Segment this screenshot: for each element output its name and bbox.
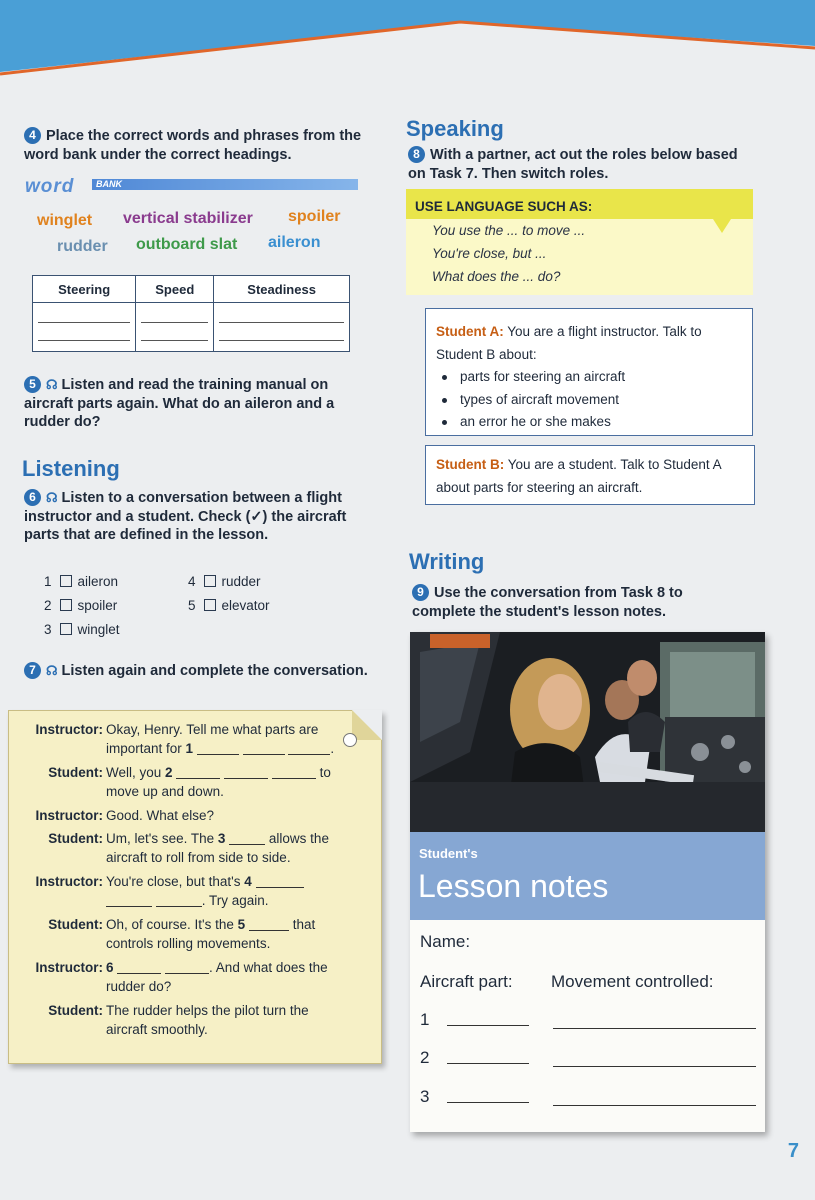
speaking-heading: Speaking bbox=[406, 116, 504, 141]
line-text: move up and down. bbox=[106, 784, 224, 799]
blank[interactable] bbox=[243, 742, 285, 755]
lesson-notes-title-band bbox=[410, 832, 765, 920]
headphones-icon: ☊ bbox=[46, 663, 58, 678]
checkbox[interactable] bbox=[60, 599, 72, 611]
card-big-title: Lesson notes bbox=[418, 868, 609, 904]
phrase: You use the ... to move ... bbox=[432, 223, 586, 238]
aircraft-part-label: Aircraft part: bbox=[420, 972, 513, 991]
word-vertical-stabilizer: vertical stabilizer bbox=[123, 210, 253, 227]
word-winglet: winglet bbox=[37, 212, 93, 229]
use-language-box bbox=[406, 189, 753, 295]
student-b-card bbox=[425, 445, 755, 505]
task-5-text: Listen and read the training manual on aircraft parts again. What do an aileron and a rudder do? bbox=[24, 377, 335, 430]
answer-line[interactable] bbox=[447, 1102, 529, 1103]
checkbox[interactable] bbox=[60, 575, 72, 587]
speaker-label: Student: bbox=[48, 917, 103, 932]
answer-line[interactable] bbox=[553, 1028, 756, 1029]
word-rudder: rudder bbox=[57, 238, 108, 255]
task-7-instructions bbox=[24, 662, 369, 681]
use-language-title: USE LANGUAGE SUCH AS: bbox=[406, 189, 753, 219]
bullet-item: parts for steering an aircraft bbox=[436, 366, 742, 389]
item-label: spoiler bbox=[77, 598, 118, 613]
line-text: aircraft to roll from side to side. bbox=[106, 850, 291, 865]
gap-number: 5 bbox=[237, 917, 246, 932]
phrase: You're close, but ... bbox=[432, 246, 547, 261]
word-aileron: aileron bbox=[268, 234, 321, 251]
answer-cell[interactable] bbox=[136, 303, 214, 352]
speaker-label: Student: bbox=[48, 1003, 103, 1018]
blank[interactable] bbox=[106, 894, 152, 907]
checkbox[interactable] bbox=[60, 623, 72, 635]
page-number: 7 bbox=[787, 1140, 799, 1162]
blank[interactable] bbox=[249, 918, 289, 931]
blank[interactable] bbox=[288, 742, 330, 755]
task-6-text: Listen to a conversation between a flight instructor and a student. Check (✓) the aircraft parts that are defined in the lesson. bbox=[24, 490, 347, 543]
speaker-label: Instructor: bbox=[35, 874, 103, 889]
bullet-item: an error he or she makes bbox=[436, 411, 742, 434]
student-b-text: You are a student. Talk to Student A about parts for steering an aircraft. bbox=[436, 457, 721, 495]
answer-cell[interactable] bbox=[214, 303, 350, 352]
task-9-text: Use the conversation from Task 8 to complete the student's lesson notes. bbox=[412, 585, 683, 620]
task-7-text: Listen again and complete the conversation. bbox=[61, 663, 368, 679]
phrase: What does the ... do? bbox=[432, 269, 561, 284]
blank[interactable] bbox=[224, 766, 268, 779]
task-number: 9 bbox=[412, 584, 429, 601]
answer-line[interactable] bbox=[553, 1105, 756, 1106]
blank[interactable] bbox=[197, 742, 239, 755]
speech-tail bbox=[713, 219, 731, 233]
lesson-notes-card bbox=[410, 632, 765, 1132]
blank[interactable] bbox=[156, 894, 202, 907]
word-bank-bar bbox=[92, 179, 358, 190]
blank[interactable] bbox=[272, 766, 316, 779]
answer-cell[interactable] bbox=[33, 303, 136, 352]
answer-line[interactable] bbox=[447, 1063, 529, 1064]
speaker-label: Instructor: bbox=[35, 960, 103, 975]
task-number: 8 bbox=[408, 146, 425, 163]
line-text: Well, you bbox=[106, 765, 166, 780]
blank[interactable] bbox=[229, 832, 265, 845]
item-number: 5 bbox=[188, 598, 196, 613]
item-label: rudder bbox=[221, 574, 261, 589]
item-number: 3 bbox=[44, 622, 52, 637]
check-item[interactable] bbox=[44, 622, 120, 637]
writing-heading: Writing bbox=[409, 549, 485, 574]
blank[interactable] bbox=[117, 961, 161, 974]
movement-controlled-label: Movement controlled: bbox=[551, 972, 714, 991]
item-number: 1 bbox=[44, 574, 52, 589]
task-8-text: With a partner, act out the roles below based on Task 7. Then switch roles. bbox=[408, 147, 738, 182]
student-a-card bbox=[425, 308, 753, 436]
student-b-label: Student B: bbox=[436, 457, 505, 472]
row-number: 1 bbox=[420, 1010, 430, 1029]
header-speed: Speed bbox=[136, 276, 214, 303]
header-steering: Steering bbox=[33, 276, 136, 303]
word-outboard-slat: outboard slat bbox=[136, 236, 238, 253]
student-a-label: Student A: bbox=[436, 324, 504, 339]
line-text: rudder do? bbox=[106, 979, 172, 994]
word-spoiler: spoiler bbox=[288, 208, 341, 225]
task-9-instructions bbox=[412, 584, 742, 621]
check-item[interactable] bbox=[188, 598, 270, 613]
gap-number: 6 bbox=[106, 960, 114, 975]
item-label: winglet bbox=[77, 622, 120, 637]
gap-number: 3 bbox=[217, 831, 226, 846]
check-item[interactable] bbox=[44, 598, 117, 613]
simulator-photo bbox=[410, 632, 765, 832]
line-text: aircraft smoothly. bbox=[106, 1022, 208, 1037]
line-text: You're close, but that's bbox=[106, 874, 245, 889]
bullet-item: types of aircraft movement bbox=[436, 389, 742, 412]
card-small-title: Student's bbox=[419, 846, 478, 861]
item-label: aileron bbox=[77, 574, 119, 589]
line-text: that bbox=[292, 917, 316, 932]
headphones-icon: ☊ bbox=[46, 377, 58, 392]
line-text: Good. What else? bbox=[106, 808, 215, 823]
check-item[interactable] bbox=[188, 574, 261, 589]
task-number: 7 bbox=[24, 662, 41, 679]
line-text: Okay, Henry. Tell me what parts are bbox=[106, 722, 319, 737]
check-item[interactable] bbox=[44, 574, 118, 589]
blank[interactable] bbox=[165, 961, 209, 974]
task-number: 6 bbox=[24, 489, 41, 506]
blank[interactable] bbox=[256, 875, 304, 888]
item-label: elevator bbox=[221, 598, 270, 613]
item-number: 2 bbox=[44, 598, 52, 613]
row-number: 2 bbox=[420, 1048, 430, 1067]
task-6-instructions bbox=[24, 489, 369, 545]
line-text: allows the bbox=[268, 831, 329, 846]
speaker-label: Student: bbox=[48, 765, 103, 780]
student-a-text: You are a flight instructor. Talk to Student B about: bbox=[436, 324, 702, 362]
line-text: controls rolling movements. bbox=[106, 936, 271, 951]
checkbox[interactable] bbox=[204, 599, 216, 611]
top-banner bbox=[0, 0, 815, 80]
line-text: to bbox=[319, 765, 331, 780]
word-bank-tag: BANK bbox=[96, 179, 122, 189]
line-text: . Try again. bbox=[201, 893, 269, 908]
task-5-instructions bbox=[24, 376, 364, 432]
line-text: important for bbox=[106, 741, 186, 756]
speaker-label: Instructor: bbox=[35, 808, 103, 823]
task-4-text: Place the correct words and phrases from the word bank under the correct headings. bbox=[24, 128, 362, 163]
speaker-label: Student: bbox=[48, 831, 103, 846]
conversation-box: Instructor: Okay, Henry. Tell me what parts are important for 1 . Student: Well, you 2 to move up and down. Instructor: Good. What else? Student: Um, let's see. The 3 allows the aircraft to roll from side to side. Instructor: You're close, but that's 4 . Try again. Student: Oh, of course. It's the 5 that controls rolling movements. Instructor: 6 . And what does the rudder do? Student: The rudder helps the pilot turn the aircraft smoothly. bbox=[8, 710, 382, 1064]
name-label: Name: bbox=[420, 932, 471, 951]
listening-heading: Listening bbox=[22, 456, 120, 481]
answer-line[interactable] bbox=[553, 1066, 756, 1067]
task-8-instructions bbox=[408, 146, 738, 183]
item-number: 4 bbox=[188, 574, 196, 589]
answer-line[interactable] bbox=[447, 1025, 529, 1026]
line-text: The rudder helps the pilot turn the bbox=[106, 1003, 309, 1018]
gap-number: 4 bbox=[244, 874, 252, 889]
categories-table bbox=[32, 275, 350, 352]
line-text: Um, let's see. The bbox=[106, 831, 218, 846]
line-text: . And what does the bbox=[209, 960, 328, 975]
gap-number: 1 bbox=[185, 741, 194, 756]
task-4-instructions bbox=[24, 127, 364, 164]
header-steadiness: Steadiness bbox=[214, 276, 350, 303]
task-number: 5 bbox=[24, 376, 41, 393]
headphones-icon: ☊ bbox=[46, 490, 58, 505]
checkbox[interactable] bbox=[204, 575, 216, 587]
speaker-label: Instructor: bbox=[35, 722, 103, 737]
task-number: 4 bbox=[24, 127, 41, 144]
row-number: 3 bbox=[420, 1087, 430, 1106]
gap-number: 2 bbox=[165, 765, 173, 780]
blank[interactable] bbox=[176, 766, 220, 779]
line-text: Oh, of course. It's the bbox=[106, 917, 238, 932]
word-bank-label: word bbox=[25, 176, 75, 197]
